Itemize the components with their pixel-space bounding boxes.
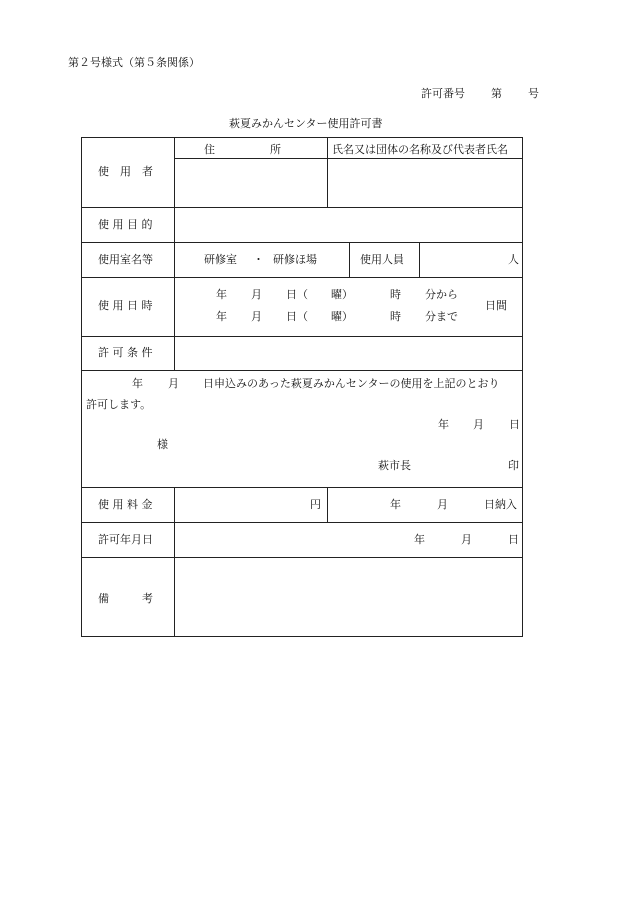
rule-room-people [349,242,350,277]
form-number: 第２号様式（第５条関係） [68,56,200,69]
end-weekday: 曜） [331,310,353,323]
rule-label-col-top [174,137,175,370]
address-field[interactable] [176,160,325,205]
end-month: 月 [251,310,262,323]
end-year: 年 [216,310,227,323]
datetime-label: 使 用 日 時 [98,299,153,312]
remarks-label: 備 考 [98,592,153,605]
fee-label: 使 用 料 金 [98,498,153,511]
purpose-field[interactable] [176,209,521,240]
notice-month: 月 [168,377,179,390]
room-option-training-room[interactable]: 研修室 [204,253,237,266]
notice-date-year: 年 [438,418,449,431]
conditions-label: 許 可 条 件 [98,346,153,359]
rule-after-room [81,277,523,278]
rule-after-user [81,207,523,208]
rule-after-purpose [81,242,523,243]
start-day: 日（ [286,288,308,301]
issuer: 萩市長 [378,459,411,472]
rule-after-permit-date [81,557,523,558]
end-minute: 分まで [425,310,458,323]
notice-text: 日申込みのあった萩夏みかんセンターの使用を上記のとおり [203,377,500,390]
start-minute: 分から [425,288,458,301]
permit-number-label: 許可番号 [421,87,465,100]
room-option-training-field[interactable]: 研修ほ場 [273,253,317,266]
page-title: 萩夏みかんセンター使用許可書 [229,117,383,130]
end-hour: 時 [390,310,401,323]
end-day: 日（ [286,310,308,323]
conditions-field[interactable] [176,338,521,368]
start-hour: 時 [390,288,401,301]
rule-after-conditions [81,370,523,371]
people-unit: 人 [508,253,519,266]
start-year: 年 [216,288,227,301]
notice-date-month: 月 [473,418,484,431]
fee-paid-month: 月 [437,498,448,511]
fee-paid-day: 日納入 [484,498,517,511]
notice-year: 年 [132,377,143,390]
fee-paid-year: 年 [390,498,401,511]
permit-date-year: 年 [414,533,425,546]
duration-days: 日間 [485,299,507,312]
rule-after-datetime [81,336,523,337]
notice-text-2: 許可します。 [86,398,152,411]
room-separator: ・ [253,253,264,266]
purpose-label: 使 用 目 的 [98,218,153,231]
rule-label-col-bottom [174,487,175,637]
seal-mark: 印 [508,459,519,472]
remarks-field[interactable] [176,559,521,635]
start-weekday: 曜） [331,288,353,301]
rule-after-notice [81,487,523,488]
rule-after-fee [81,522,523,523]
permit-number-dai: 第 [491,87,502,100]
rule-address-name [327,137,328,207]
room-label: 使用室名等 [98,253,153,266]
permit-date-day: 日 [508,533,519,546]
notice-date-day: 日 [509,418,520,431]
notice-sama: 様 [157,438,168,451]
fee-yen: 円 [310,498,321,511]
permit-date-month: 月 [461,533,472,546]
rule-fee-split [327,487,328,522]
user-label: 使 用 者 [98,165,153,178]
people-label: 使用人員 [360,253,404,266]
permit-number-go: 号 [528,87,539,100]
permit-date-label: 許可年月日 [98,533,153,546]
name-field[interactable] [329,160,521,205]
start-month: 月 [251,288,262,301]
rule-user-header [175,158,523,159]
name-header: 氏名又は団体の名称及び代表者氏名 [332,143,508,156]
rule-people-value [419,242,420,277]
address-header: 住 所 [204,143,281,156]
